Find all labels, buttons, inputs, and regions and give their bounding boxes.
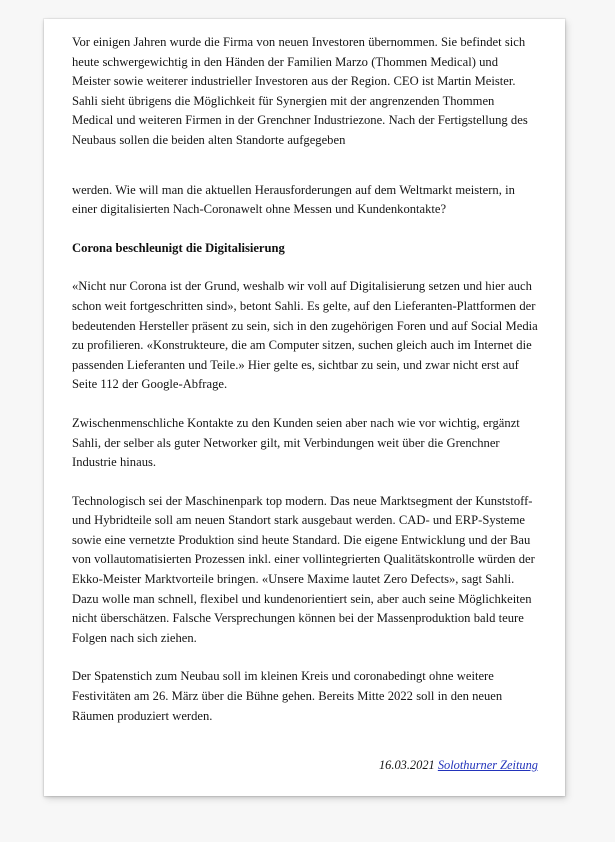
article-paragraph-5: Technologisch sei der Maschinenpark top modern. Das neue Marktsegment der Kunststoff- und Hybridteile soll am neuen Standort stark ausgebaut werden. CAD- und ERP-Systeme sowie eine vernetzte Produktion sind heute Standard. Die eigene Entwicklung und der Bau von vollautomatisierten Prozessen inkl. einer vollintegrierten Qualitätskontrolle würden der Ekko-Meister Marktvorteile bringen. «Unsere Maxime lautet Zero Defects», sagt Sahli. Dazu wolle man schnell, flexibel und kundenorientiert sein, aber auch seine Möglichkeiten nicht überschätzen. Falsche Versprechungen können bei der Massenproduktion bald teure Folgen nach sich ziehen. [72, 493, 535, 645]
article-paragraph-3: «Nicht nur Corona ist der Grund, weshalb wir voll auf Digitalisierung setzen und hier auch schon weit fortgeschritten sind», betont Sahli. Es gelte, auf den Lieferanten-Plattformen der bedeutenden Hersteller präsent zu sein, sich in den zugehörigen Foren und auf Social Media zu profilieren. «Konstrukteure, die am Computer sitzen, suchen gleich auch im Internet die passenden Lieferanten und Teile.» Hier gelte es, sichtbar zu sein, und zwar nicht erst auf Seite 112 der Google-Abfrage. [72, 279, 538, 392]
source-publication-link[interactable]: Solothurner Zeitung [437, 758, 538, 773]
footer-spacer [72, 726, 538, 756]
paragraph-spacer [72, 220, 538, 239]
paragraph-spacer [72, 151, 538, 181]
section-heading-digitalisierung: Corona beschleunigt die Digitalisierung [72, 240, 285, 255]
article-content [72, 33, 538, 776]
article-paragraph-4: Zwischenmenschliche Kontakte zu den Kunden seien aber nach wie vor wichtig, ergänzt Sahli, der selber als guter Networker gilt, mit Verbindungen weit über die Grenchner Industrie hinaus. [72, 415, 520, 470]
article-paragraph-1: Vor einigen Jahren wurde die Firma von neuen Investoren übernommen. Sie befindet sich heute schwergewichtig in den Händen der Familien Marzo (Thommen Medical) und Meister sowie weiterer industrieller Investoren aus der Region. CEO ist Martin Meister. Sahli sieht übrigens die Möglichkeit für Synergien mit der angrenzenden Thommen Medical und weiteren Firmen in der Grenchner Industriezone. Nach der Fertigstellung des Neubaus sollen die beiden alten Standorte aufgegeben [72, 35, 528, 147]
paragraph-spacer [72, 258, 538, 277]
publication-date: 16.03.2021 [378, 758, 435, 773]
paragraph-spacer [72, 473, 538, 492]
document-page [44, 19, 565, 796]
article-footer [72, 756, 538, 776]
article-paragraph-2: werden. Wie will man die aktuellen Herausforderungen auf dem Weltmarkt meistern, in einer digitalisierten Nach-Coronawelt ohne Messen und Kundenkontakte? [72, 182, 515, 217]
paragraph-spacer [72, 395, 538, 414]
paragraph-spacer [72, 648, 538, 667]
article-paragraph-6: Der Spatenstich zum Neubau soll im kleinen Kreis und coronabedingt ohne weitere Festivitäten am 26. März über die Bühne gehen. Bereits Mitte 2022 soll in den neuen Räumen produziert werden. [72, 669, 503, 723]
